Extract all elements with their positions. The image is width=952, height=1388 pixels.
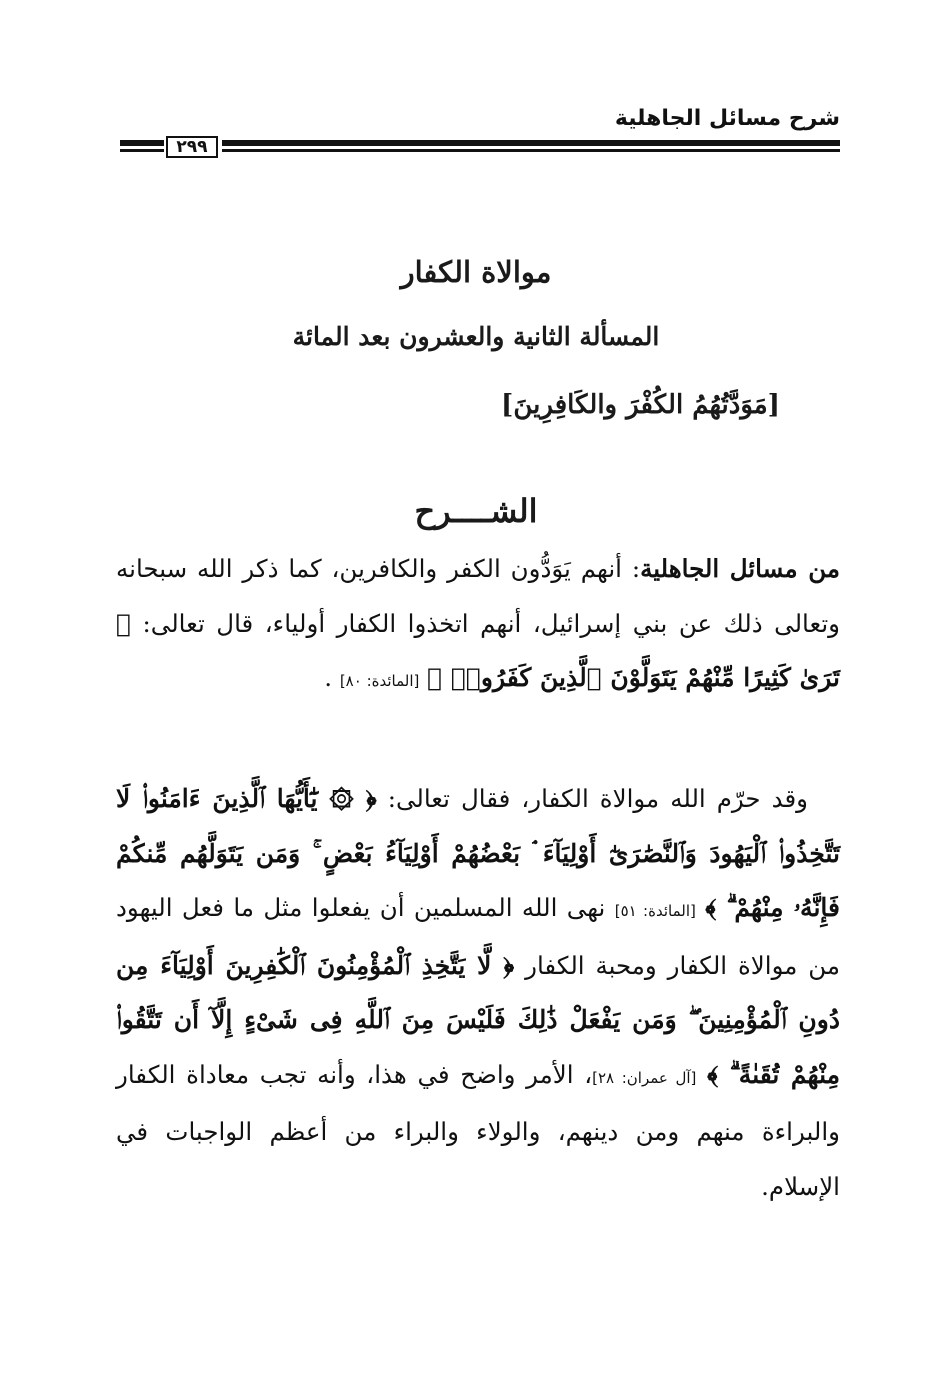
- header-rule-right: [222, 140, 840, 154]
- issue-quote: [مَوَدَّتُهُمُ الكُفْرَ والكَافِرِينَ]: [501, 390, 780, 420]
- paragraph-1-lead: من مسائل الجاهلية: [640, 554, 841, 583]
- verse-al-maidah-80: ﴿ تَرَىٰ كَثِيرًا مِّنْهُمْ يَتَوَلَّوْنَ ٱلَّذِينَ كَفَرُوا۟ ﴾: [116, 608, 840, 692]
- header-rule: [120, 136, 840, 158]
- verse-reference: [المائدة: ٨٠]: [339, 672, 420, 690]
- page-number: ٢٩٩: [166, 136, 218, 158]
- paragraph-2-text-2: نهى الله المسلمين أن يفعلوا مثل ما فعل اليهود من موالاة الكفار ومحبة الكفار: [116, 893, 841, 980]
- paragraph-2-text-3: ، الأمر واضح في هذا، وأنه تجب معاداة الكفار والبراءة منهم ومن دينهم، والولاء والبراء من أعظم الواجبات في الإسلام.: [116, 1059, 840, 1201]
- issue-title: المسألة الثانية والعشرون بعد المائة: [292, 322, 660, 351]
- header-rule-left: [120, 140, 164, 154]
- commentary-heading: الشــــرح: [414, 492, 538, 530]
- section-title: موالاة الكفار: [400, 255, 552, 289]
- verse-al-imran-28: ﴿ لَّا يَتَّخِذِ ٱلْمُؤْمِنُونَ ٱلْكَٰفِرِينَ أَوْلِيَآءَ مِن دُونِ ٱلْمُؤْمِنِينَ ۖ وَمَن يَفْعَلْ ذَٰلِكَ فَلَيْسَ مِنَ ٱللَّهِ فِى شَىْءٍ إِلَّآ أَن تَتَّقُوا۟ مِنْهُمْ تُقَىٰةً ۗ ﴾: [116, 950, 841, 1089]
- verse-reference: [المائدة: ٥١]: [614, 902, 696, 920]
- paragraph-2-text-1: وقد حرّم الله موالاة الكفار، فقال تعالى:: [387, 784, 808, 813]
- verse-reference: [آل عمران: ٢٨]: [592, 1068, 697, 1087]
- paragraph-1: [116, 542, 840, 709]
- verse-al-maidah-51: ﴿ ۞ يَٰٓأَيُّهَا ٱلَّذِينَ ءَامَنُوا۟ لَا تَتَّخِذُوا۟ ٱلْيَهُودَ وَٱلنَّصَٰرَىٰٓ أَوْلِيَآءَ ۘ بَعْضُهُمْ أَوْلِيَآءُ بَعْضٍ ۚ وَمَن يَتَوَلَّهُم مِّنكُمْ فَإِنَّهُۥ مِنْهُمْ ۗ ﴾: [116, 784, 840, 922]
- paragraph-1-end: .: [324, 663, 333, 692]
- running-title: شرح مسائل الجاهلية: [614, 106, 840, 131]
- paragraph-2: [116, 772, 840, 1214]
- paragraph-1-text: : أنهم يَوَدُّون الكفر والكافرين، كما ذكر الله سبحانه وتعالى ذلك عن بني إسرائيل، أنهم اتخذوا الكفار أولياء، قال تعالى:: [116, 554, 840, 638]
